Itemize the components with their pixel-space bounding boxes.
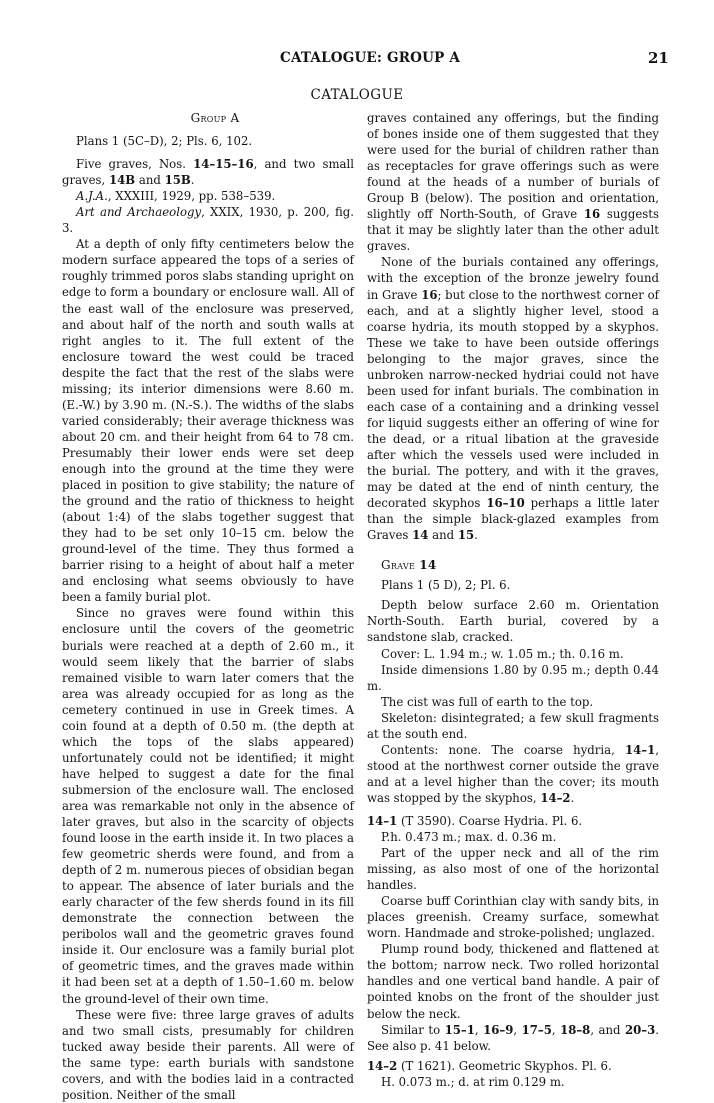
item-14-2-dimensions: H. 0.073 m.; d. at rim 0.129 m. bbox=[381, 1074, 565, 1089]
group-plans: Plans 1 (5C–D), 2; Pls. 6, 102. bbox=[76, 134, 253, 149]
reference-art-archaeology: Art and Archaeology, XXIX, 1930, p. 200, fig. 3. bbox=[62, 205, 354, 236]
item-14-1-condition: Part of the upper neck and all of the rim missing, as also most of one of the horizontal handles. bbox=[367, 846, 659, 893]
reference-aja: A.J.A., XXXIII, 1929, pp. 538–539. bbox=[76, 189, 276, 204]
item-14-2-title: 14–2 (T 1621). Geometric Skyphos. Pl. 6. bbox=[367, 1058, 612, 1073]
group-heading: Group A bbox=[190, 111, 240, 125]
item-14-1-title: 14–1 (T 3590). Coarse Hydria. Pl. 6. bbox=[367, 813, 583, 828]
item-14-1-shape: Plump round body, thickened and flattened at the bottom; narrow neck. Two rolled horizontal handles and one vertical band handle. A pair of pointed knobs on the front of the shoulder just below the neck. bbox=[367, 942, 659, 1021]
grave-depth: Depth below surface 2.60 m. Orientation North-South. Earth burial, covered by a sandstone slab, cracked. bbox=[367, 598, 659, 645]
grave-cover: Cover: L. 1.94 m.; w. 1.05 m.; th. 0.16 m. bbox=[381, 646, 624, 661]
graves-summary: Five graves, Nos. 14–15–16, and two small graves, 14B and 15B. bbox=[62, 157, 354, 188]
grave-cist: The cist was full of earth to the top. bbox=[381, 694, 594, 709]
paragraph-no-graves: Since no graves were found within this enclosure until the covers of the geometric burials were reached at a depth of 2.60 m., it would seem likely that the barrier of slabs remained visible to warn later comers that the area was already occupied for as long as the cemetery continued in use in Greek times. A coin found at a depth of 0.50 m. (the depth at which the tops of the slabs appeared) unfortunately could not be identified; it might have helped to suggest a date for the final submersion of the enclosure wall. The enclosed area was remarkable not only in the absence of later graves, but also in the scarcity of objects found loose in the earth inside it. In two places a few geometric sherds were found, and from a depth of 2 m. numerous pieces of obsidian began to appear. The absence of later burials and the early character of the few sherds found in its fill demonstrate the connection between the peribolos wall and the geometric graves found inside it. Our enclosure was a family burial plot of geometric times, and the graves made within it had been set at a depth of 1.50–1.60 m. below the ground-level of their own time. bbox=[62, 606, 354, 1006]
item-14-1-dimensions: P.h. 0.473 m.; max. d. 0.36 m. bbox=[381, 830, 557, 845]
item-14-1-fabric: Coarse buff Corinthian clay with sandy bits, in places greenish. Creamy surface, somewhat worn. Handmade and stroke-polished; unglazed. bbox=[367, 894, 659, 941]
paragraph-offerings: None of the burials contained any offerings, with the exception of the bronze jewelry found in Grave 16; but close to the northwest corner of each, and at a slightly higher level, stood a coarse hydria, its mouth stopped by a skyphos. These we take to have been outside offerings belonging to the major graves, since the unbroken narrow-necked hydriai could not have been used for infant burials. The combination in each case of a containing and a drinking vessel for liquid suggests either an offering of wine for the dead, or a ritual libation at the graveside after which the vessels used were included in the burial. The pottery, and with it the graves, may be dated at the end of ninth century, the decorated skyphos 16–10 perhaps a little later than the simple black-glazed examples from Graves 14 and 15. bbox=[367, 255, 660, 543]
grave-plans: Plans 1 (5 D), 2; Pl. 6. bbox=[381, 578, 511, 593]
grave-skeleton: Skeleton: disintegrated; a few skull fragments at the south end. bbox=[367, 710, 659, 741]
paragraph-continued: graves contained any offerings, but the finding of bones inside one of them suggested that they were used for the burial of children rather than as receptacles for grave offerings such as were found at the heads of a number of burials of Group B (below). The position and orientation, slightly off North-South, of Grave 16 suggests that it may be slightly later than the other adult graves. bbox=[367, 111, 659, 254]
running-title: CATALOGUE: GROUP A bbox=[280, 50, 460, 66]
section-title: CATALOGUE bbox=[310, 87, 404, 103]
item-14-1-parallels: Similar to 15–1, 16–9, 17–5, 18–8, and 20–3. See also p. 41 below. bbox=[367, 1022, 660, 1053]
paragraph-enclosure: At a depth of only fifty centimeters below the modern surface appeared the tops of a series of roughly trimmed poros slabs standing upright on edge to form a boundary or enclosure wall. All of the east wall of the enclosure was preserved, and about half of the north and south walls at right angles to it. The full extent of the enclosure toward the west could be traced despite the fact that the rest of the slabs were missing; its interior dimensions were 8.60 m. (E.-W.) by 3.90 m. (N.-S.). The widths of the slabs varied considerably; their average thickness was about 20 cm. and their height from 64 to 78 cm. Presumably their lower ends were set deep enough into the ground at the time they were placed in position to give stability; the nature of the ground and the ratio of thickness to height (about 1:4) of the slabs together suggest that they had to be set only 10–15 cm. below the ground-level of the time. They thus formed a barrier rising to a height of about half a meter and enclosing what seems obviously to have been a family burial plot. bbox=[62, 237, 354, 605]
page-number: 21 bbox=[648, 49, 669, 67]
paragraph-five-graves: These were five: three large graves of adults and two small cists, presumably for children tucked away beside their parents. All were of the same type: earth burials with sandstone covers, and with the bodies laid in a contracted position. Neither of the small bbox=[62, 1007, 354, 1102]
right-column bbox=[367, 110, 659, 1090]
left-column bbox=[62, 110, 354, 1103]
grave-heading: Grave 14 bbox=[381, 558, 437, 573]
grave-inside-dimensions: Inside dimensions 1.80 by 0.95 m.; depth 0.44 m. bbox=[367, 662, 659, 693]
grave-contents: Contents: none. The coarse hydria, 14–1, stood at the northwest corner outside the grave and at a level higher than the cover; its mouth was stopped by the skyphos, 14–2. bbox=[367, 742, 659, 805]
